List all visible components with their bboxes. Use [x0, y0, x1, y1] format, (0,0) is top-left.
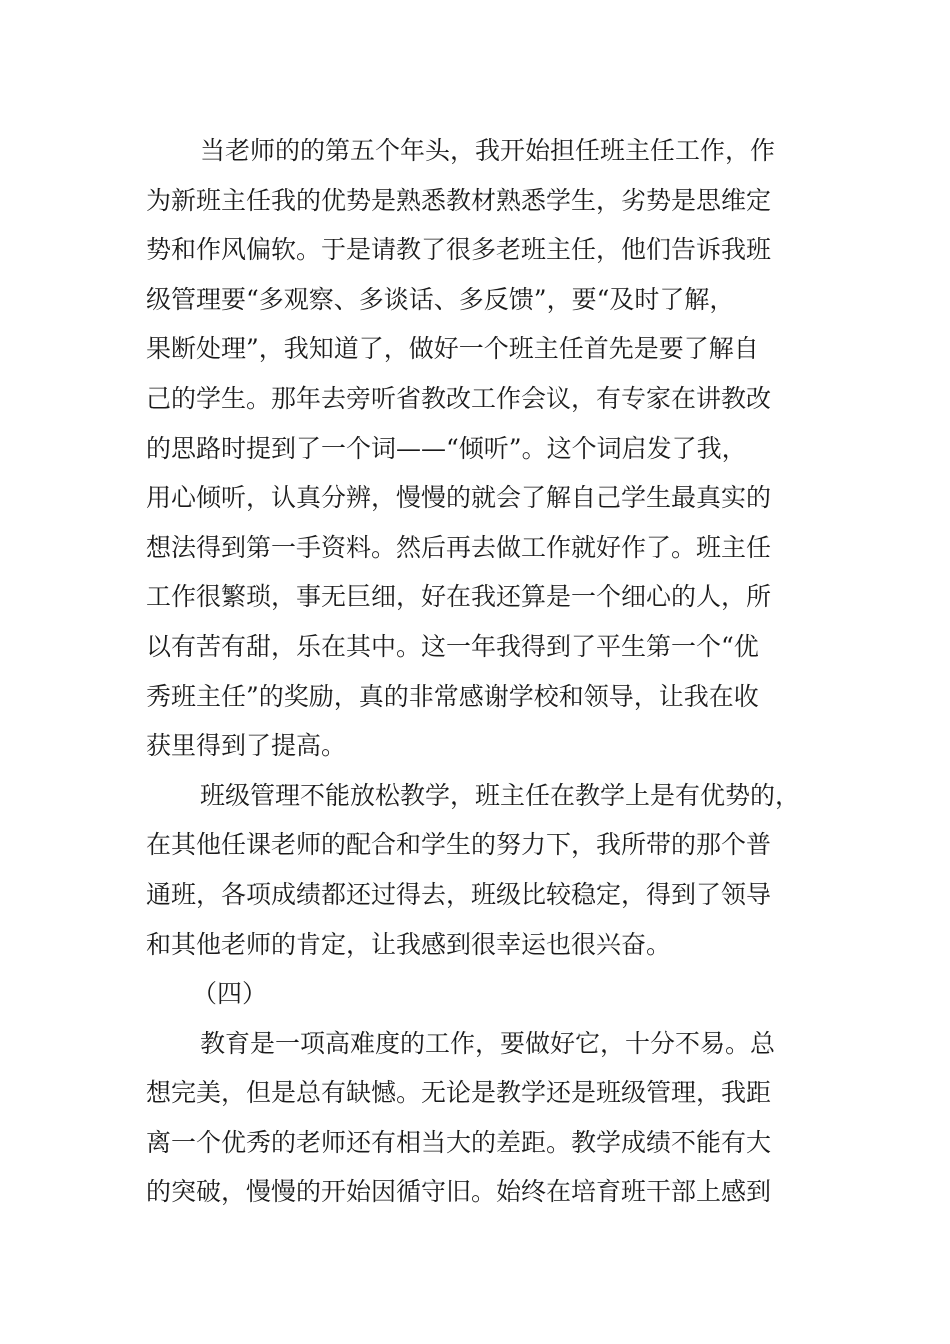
paragraph-homeroom-teacher: 当老师的的第五个年头，我开始担任班主任工作，作 为新班主任我的优势是熟悉教材熟悉学生，劣势是思维定 势和作风偏软。于是请教了很多老班主任，他们告诉我班 级管理要“多观察、多谈话、多反馈”，要“及时了解， 果断处理”，我知道了，做好一个班主任首先是要了解自 己的学生。那年去旁听省教改工作会议，有专家在讲教改 的思路时提到了一个词——“倾听”。这个词启发了我， 用心倾听，认真分辨，慢慢的就会了解自己学生最真实的 想法得到第一手资料。然后再去做工作就好作了。班主任 工作很繁琐，事无巨细，好在我还算是一个细心的人，所 以有苦有甜，乐在其中。这一年我得到了平生第一个“优 秀班主任”的奖励，真的非常感谢学校和领导，让我在收 获里得到了提高。 [146, 136, 776, 761]
paragraph-class-management: 班级管理不能放松教学，班主任在教学上是有优势的， 在其他任课老师的配合和学生的努力下，我所带的那个普 通班，各项成绩都还过得去，班级比较稳定，得到了领导 和其他老师的肯定，让我感到很幸运也很兴奋。 [146, 780, 801, 959]
section-heading: （四） [192, 979, 268, 1009]
paragraph-education-difficulty: 教育是一项高难度的工作，要做好它，十分不易。总 想完美，但是总有缺憾。无论是教学还是班级管理，我距 离一个优秀的老师还有相当大的差距。教学成绩不能有大 的突破，慢慢的开始因循守旧。始终在培育班干部上感到 [146, 1028, 776, 1207]
document-body [146, 126, 810, 1217]
